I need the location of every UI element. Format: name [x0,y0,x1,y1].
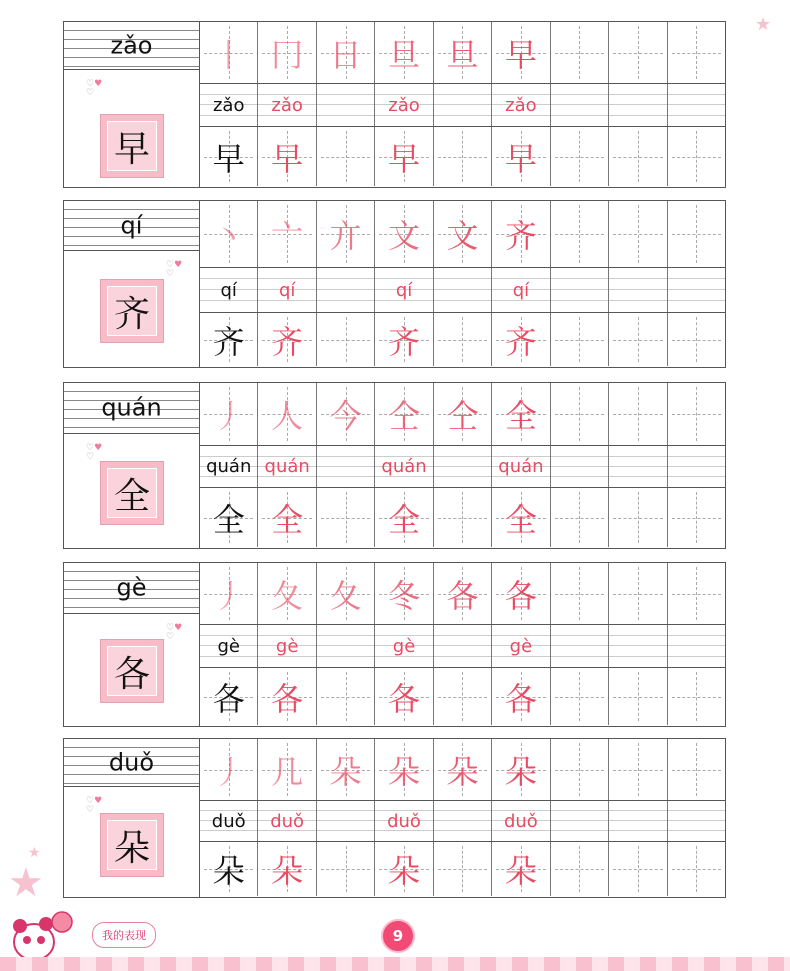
stroke-step-cell[interactable] [200,739,258,800]
character-glyph: 早 [504,139,537,178]
pinyin-text: gè [509,635,533,657]
pinyin-practice-row [200,84,725,127]
character-glyph: 今 [329,397,362,435]
panda-mascot-icon [10,908,76,964]
model-character-box [100,279,164,343]
character-practice-cell[interactable] [551,668,609,725]
character-practice-cell[interactable] [434,127,492,186]
character-block [63,200,726,368]
pinyin-practice-cell[interactable] [668,268,725,312]
character-glyph: 早 [212,139,245,178]
pinyin-practice-cell[interactable] [668,84,725,126]
writing-grid [200,22,725,187]
model-character-box [100,114,164,178]
pinyin-practice-cell[interactable] [375,801,433,841]
pinyin-practice-cell[interactable] [317,625,375,667]
character-glyph: 亠 [271,217,304,255]
model-character-box [100,639,164,703]
character-practice-cell[interactable] [317,127,375,186]
stroke-step-cell[interactable] [317,22,375,83]
pinyin-guide-lines [64,383,199,434]
stroke-step-cell[interactable] [375,739,433,800]
character-glyph: 朵 [271,852,304,890]
star-decoration-icon: ★ [755,14,772,35]
pinyin-text: duǒ [503,810,538,832]
stroke-step-cell[interactable] [317,383,375,445]
character-glyph: 全 [271,500,304,539]
character-practice-cell[interactable] [200,488,258,547]
pinyin-practice-cell[interactable] [258,446,316,487]
stroke-step-cell[interactable] [551,383,609,445]
stroke-step-cell[interactable] [434,739,492,800]
pinyin-practice-cell[interactable] [258,84,316,126]
character-glyph: 朵 [504,852,537,890]
pinyin-practice-cell[interactable] [492,268,550,312]
pinyin-practice-cell[interactable] [609,268,667,312]
character-block [63,382,726,549]
stroke-step-cell[interactable] [200,383,258,445]
character-glyph: 各 [388,679,421,718]
pinyin-text: gè [392,635,416,657]
heart-decoration-icon: ♡♥ ♡ [86,79,103,98]
pinyin-text: quán [264,456,310,477]
pinyin-text: duǒ [211,810,246,832]
character-practice-cell[interactable] [200,127,258,186]
character-practice-cell[interactable] [492,127,550,186]
character-glyph: 丨 [212,35,245,74]
stroke-step-cell[interactable] [492,201,550,267]
character-practice-cell[interactable] [317,668,375,725]
pinyin-practice-cell[interactable] [434,801,492,841]
writing-grid [200,739,725,897]
character-reference-column [64,383,200,548]
star-decoration-icon: ★ [28,845,41,861]
model-character-box [100,461,164,525]
stroke-step-cell[interactable] [492,383,550,445]
character-glyph: 丿 [212,752,245,791]
pinyin-practice-cell[interactable] [375,84,433,126]
pinyin-text: zǎo [388,94,420,116]
stroke-step-cell[interactable] [200,22,258,83]
pinyin-text: qí [395,279,413,301]
pinyin-practice-cell[interactable] [258,801,316,841]
heart-decoration-icon: ♡♥ ♡ [166,623,183,642]
stroke-step-cell[interactable] [668,201,725,267]
character-glyph: 齐 [504,322,537,361]
stroke-step-cell[interactable] [668,383,725,445]
pinyin-text: gè [217,635,240,657]
pinyin-practice-cell[interactable] [551,801,609,841]
character-glyph: 人 [271,397,304,435]
pinyin-practice-cell[interactable] [434,268,492,312]
pinyin-practice-cell[interactable] [200,801,258,841]
character-practice-cell[interactable] [609,313,667,366]
character-glyph: 早 [271,139,304,178]
pinyin-practice-cell[interactable] [434,625,492,667]
character-glyph: 旦 [388,35,421,74]
character-glyph: 全 [212,500,245,539]
character-pinyin: quán [101,393,162,422]
character-practice-cell[interactable] [434,842,492,896]
pinyin-practice-row [200,801,725,842]
character-reference-column [64,22,200,187]
page-number: 9 [381,919,415,953]
stroke-step-cell[interactable] [609,383,667,445]
character-reference-column [64,563,200,726]
pinyin-guide-lines [64,739,199,787]
character-glyph: 早 [504,35,537,74]
character-glyph: 丿 [212,576,245,615]
pinyin-guide-lines [64,22,199,70]
character-pinyin: gè [116,573,147,602]
character-practice-row [200,668,725,725]
character-practice-cell[interactable] [375,668,433,725]
stroke-step-cell[interactable] [200,563,258,624]
character-pinyin: qí [120,210,143,239]
pinyin-practice-cell[interactable] [551,446,609,487]
pinyin-practice-cell[interactable] [609,446,667,487]
character-block [63,21,726,188]
stroke-order-row [200,563,725,625]
stroke-step-cell[interactable] [609,22,667,83]
stroke-step-cell[interactable] [258,201,316,267]
character-glyph: 齐 [271,322,304,361]
pinyin-practice-cell[interactable] [317,446,375,487]
stroke-step-cell[interactable] [258,22,316,83]
character-glyph: 夂 [271,576,304,615]
pinyin-practice-cell[interactable] [609,84,667,126]
pinyin-text: quán [498,456,544,477]
pinyin-practice-cell[interactable] [492,801,550,841]
pinyin-text: quán [381,456,427,477]
pinyin-practice-cell[interactable] [317,801,375,841]
model-character: 全 [107,468,157,518]
character-glyph: 各 [271,679,304,718]
model-character: 各 [107,646,157,696]
pinyin-text: zǎo [271,94,303,116]
character-glyph: 早 [388,139,421,178]
character-practice-cell[interactable] [258,488,316,547]
character-practice-row [200,488,725,547]
stroke-step-cell[interactable] [609,739,667,800]
character-practice-cell[interactable] [609,668,667,725]
stroke-step-cell[interactable] [434,201,492,267]
pinyin-practice-cell[interactable] [609,625,667,667]
pinyin-practice-cell[interactable] [317,268,375,312]
stroke-step-cell[interactable] [200,201,258,267]
heart-decoration-icon: ♡♥ ♡ [166,260,183,279]
pinyin-practice-cell[interactable] [551,625,609,667]
character-glyph: 各 [212,679,245,718]
pinyin-text: zǎo [505,94,537,116]
stroke-step-cell[interactable] [668,563,725,624]
character-practice-cell[interactable] [668,127,725,186]
character-practice-cell[interactable] [258,668,316,725]
character-glyph: 文 [446,217,479,255]
pinyin-practice-cell[interactable] [200,446,258,487]
character-practice-row [200,842,725,896]
pinyin-text: qí [512,279,530,301]
character-block [63,738,726,898]
stroke-order-row [200,22,725,84]
stroke-step-cell[interactable] [317,563,375,624]
stroke-order-row [200,383,725,446]
stroke-step-cell[interactable] [434,383,492,445]
pinyin-practice-cell[interactable] [609,801,667,841]
pinyin-text: zǎo [212,94,245,116]
character-glyph: 冂 [271,35,304,74]
character-reference-column [64,201,200,367]
character-glyph: 齐 [388,322,421,361]
character-practice-cell[interactable] [375,313,433,366]
stroke-step-cell[interactable] [434,22,492,83]
pinyin-practice-cell[interactable] [434,446,492,487]
character-glyph: 仝 [446,397,479,435]
character-practice-cell[interactable] [258,127,316,186]
character-practice-row [200,127,725,186]
character-glyph: 文 [388,217,421,255]
character-reference-column [64,739,200,897]
pinyin-practice-cell[interactable] [492,84,550,126]
character-glyph: 日 [329,35,362,74]
pinyin-practice-cell[interactable] [258,625,316,667]
decorative-border-strip [0,957,790,971]
stroke-step-cell[interactable] [375,22,433,83]
stroke-step-cell[interactable] [609,563,667,624]
pinyin-practice-cell[interactable] [668,625,725,667]
stroke-step-cell[interactable] [258,563,316,624]
character-practice-cell[interactable] [492,668,550,725]
model-character: 朵 [107,820,157,870]
stroke-step-cell[interactable] [492,22,550,83]
character-practice-cell[interactable] [492,488,550,547]
character-practice-row [200,313,725,366]
stroke-step-cell[interactable] [434,563,492,624]
character-pinyin: duǒ [108,747,155,776]
character-practice-cell[interactable] [434,668,492,725]
writing-grid [200,383,725,548]
pinyin-text: qí [278,279,296,301]
character-practice-cell[interactable] [375,488,433,547]
stroke-step-cell[interactable] [375,201,433,267]
character-glyph: 全 [504,397,537,435]
stroke-step-cell[interactable] [375,383,433,445]
pinyin-practice-cell[interactable] [375,268,433,312]
pinyin-practice-cell[interactable] [200,84,258,126]
character-practice-cell[interactable] [375,842,433,896]
pinyin-practice-cell[interactable] [375,446,433,487]
character-glyph: 朵 [504,752,537,791]
stroke-step-cell[interactable] [668,739,725,800]
character-practice-cell[interactable] [375,127,433,186]
stroke-step-cell[interactable] [258,383,316,445]
pinyin-text: quán [206,456,252,477]
character-practice-cell[interactable] [200,313,258,366]
writing-grid [200,563,725,726]
pinyin-guide-lines [64,563,199,614]
pinyin-practice-cell[interactable] [434,84,492,126]
character-practice-cell[interactable] [668,313,725,366]
character-practice-cell[interactable] [317,488,375,547]
stroke-step-cell[interactable] [609,201,667,267]
star-decoration-icon: ★ [8,860,44,906]
stroke-step-cell[interactable] [317,201,375,267]
writing-grid [200,201,725,367]
character-glyph: 各 [446,576,479,615]
character-practice-cell[interactable] [434,488,492,547]
character-practice-cell[interactable] [609,488,667,547]
stroke-order-row [200,739,725,801]
character-practice-cell[interactable] [551,488,609,547]
character-glyph: 丶 [212,217,245,255]
character-block [63,562,726,727]
character-glyph: 几 [271,752,304,791]
character-practice-cell[interactable] [200,668,258,725]
pinyin-text: duǒ [387,810,421,832]
pinyin-practice-cell[interactable] [668,801,725,841]
stroke-step-cell[interactable] [375,563,433,624]
stroke-step-cell[interactable] [551,739,609,800]
model-character: 齐 [107,286,157,336]
pinyin-practice-row [200,268,725,313]
heart-decoration-icon: ♡♥ ♡ [86,443,103,462]
pinyin-practice-cell[interactable] [492,446,550,487]
character-practice-cell[interactable] [609,127,667,186]
character-practice-cell[interactable] [200,842,258,896]
character-glyph: 仝 [388,397,421,435]
pinyin-practice-cell[interactable] [317,84,375,126]
character-glyph: 全 [388,500,421,539]
pinyin-practice-cell[interactable] [258,268,316,312]
pinyin-practice-cell[interactable] [551,268,609,312]
character-practice-cell[interactable] [492,842,550,896]
character-glyph: 丿 [212,397,245,435]
character-glyph: 齐 [504,217,537,255]
heart-decoration-icon: ♡♥ ♡ [86,796,103,815]
stroke-step-cell[interactable] [551,563,609,624]
my-performance-badge: 我的表现 [92,922,156,948]
character-practice-cell[interactable] [609,842,667,896]
stroke-step-cell[interactable] [551,201,609,267]
character-glyph: 朵 [329,752,362,791]
stroke-step-cell[interactable] [317,739,375,800]
character-practice-cell[interactable] [668,668,725,725]
character-practice-cell[interactable] [317,313,375,366]
character-glyph: 亣 [329,217,362,255]
pinyin-practice-cell[interactable] [668,446,725,487]
pinyin-text: gè [275,635,299,657]
character-practice-cell[interactable] [668,488,725,547]
character-glyph: 全 [504,500,537,539]
character-practice-cell[interactable] [551,842,609,896]
pinyin-text: duǒ [270,810,305,832]
pinyin-practice-row [200,625,725,668]
character-practice-cell[interactable] [492,313,550,366]
character-glyph: 朵 [388,752,421,791]
character-glyph: 朵 [212,852,245,890]
character-practice-cell[interactable] [258,313,316,366]
pinyin-practice-cell[interactable] [200,625,258,667]
character-glyph: 夂 [329,576,362,615]
pinyin-guide-lines [64,201,199,251]
character-practice-cell[interactable] [551,127,609,186]
pinyin-practice-cell[interactable] [375,625,433,667]
character-practice-cell[interactable] [258,842,316,896]
pinyin-practice-row [200,446,725,488]
character-glyph: 朵 [446,752,479,791]
stroke-step-cell[interactable] [492,563,550,624]
character-glyph: 各 [504,679,537,718]
stroke-step-cell[interactable] [668,22,725,83]
pinyin-text: qí [220,279,237,301]
character-practice-cell[interactable] [551,313,609,366]
character-practice-cell[interactable] [668,842,725,896]
character-pinyin: zǎo [110,30,153,59]
pinyin-practice-cell[interactable] [492,625,550,667]
stroke-step-cell[interactable] [258,739,316,800]
stroke-step-cell[interactable] [551,22,609,83]
character-glyph: 旦 [446,35,479,74]
character-glyph: 各 [504,576,537,615]
character-glyph: 冬 [388,576,421,615]
stroke-order-row [200,201,725,268]
model-character-box [100,813,164,877]
pinyin-practice-cell[interactable] [551,84,609,126]
model-character: 早 [107,121,157,171]
stroke-step-cell[interactable] [492,739,550,800]
character-glyph: 齐 [212,322,245,361]
pinyin-practice-cell[interactable] [200,268,258,312]
character-practice-cell[interactable] [434,313,492,366]
character-practice-cell[interactable] [317,842,375,896]
character-glyph: 朵 [388,852,421,890]
